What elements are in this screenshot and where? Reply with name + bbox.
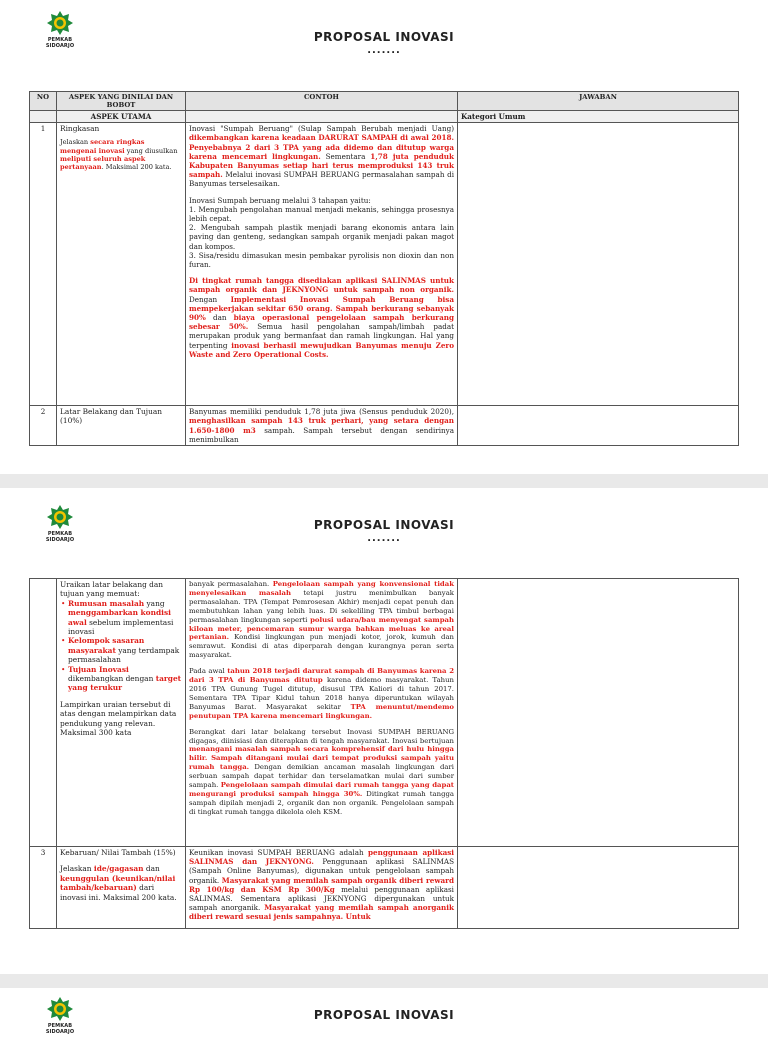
row-number: 3 bbox=[30, 847, 57, 929]
aspek-intro: Uraikan latar belakang dan tujuan yang memuat: bbox=[60, 580, 164, 599]
logo-text: PEMKAB SIDOARJO bbox=[45, 37, 75, 49]
contoh-cell: Banyumas memiliki penduduk 1,78 juta jiwa (Sensus penduduk 2020), menghasilkan sampah 143 truk perhari, yang setara dengan 1.650-1800 m3 sampah. Sampah tersebut dengan sendirinya menimbulkan bbox=[186, 406, 458, 446]
criteria-list bbox=[60, 599, 182, 693]
col-header-contoh: CONTOH bbox=[186, 92, 458, 111]
logo-text: PEMKAB SIDOARJO bbox=[45, 1023, 75, 1035]
contoh-cell: Keunikan inovasi SUMPAH BERUANG adalah penggunaan aplikasi SALINMAS dan JEKNYONG. Penggunaan aplikasi SALINMAS (Sampah Online Banyumas), digunakan untuk pengelolaan sampah organik. Masyarakat yang memilah sampah organik diberi reward Rp 100/kg dan KSM Rp 300/Kg melalui penggunaan aplikasi SALINMAS. Sementara aplikasi JEKNYONG dipergunakan untuk sampah anorganik. Masyarakat yang memilah sampah anorganik diberi reward sesuai jenis sampahnya. Untuk bbox=[186, 847, 458, 929]
jawaban-cell[interactable] bbox=[458, 406, 739, 446]
page-separator bbox=[0, 974, 768, 988]
aspek-cell bbox=[57, 579, 186, 847]
aspek-title: Ringkasan bbox=[60, 124, 100, 134]
page-title: PROPOSAL INOVASI bbox=[313, 30, 455, 44]
table-row bbox=[30, 123, 739, 406]
col-header-aspek: ASPEK YANG DINILAI DAN BOBOT bbox=[57, 92, 186, 111]
table-row bbox=[30, 847, 739, 929]
logo-text: PEMKAB SIDOARJO bbox=[45, 531, 75, 543]
aspek-title: Latar Belakang dan Tujuan (10%) bbox=[57, 406, 186, 446]
page-title: PROPOSAL INOVASI bbox=[313, 518, 455, 532]
page-title-dots: ....... bbox=[367, 533, 401, 544]
row-number: 1 bbox=[30, 123, 57, 406]
list-item: • Rumusan masalah yang menggambarkan kondisi awal sebelum implementasi inovasi bbox=[68, 599, 182, 637]
table-row bbox=[30, 579, 739, 847]
row-number: 2 bbox=[30, 406, 57, 446]
jawaban-cell[interactable] bbox=[458, 579, 739, 847]
page-title-dots: ....... bbox=[367, 45, 401, 56]
aspek-description: Jelaskan secara ringkas mengenai inovasi yang diusulkan meliputi seluruh aspek pertanyaan. Maksimal 200 kata. bbox=[60, 138, 178, 172]
table-row bbox=[30, 406, 739, 446]
proposal-table-page2 bbox=[29, 578, 739, 929]
aspek-utama-label: ASPEK UTAMA bbox=[57, 111, 186, 123]
aspek-outro: Lampirkan uraian tersebut di atas dengan melampirkan data pendukung yang relevan. Maksimal 300 kata bbox=[60, 699, 177, 738]
contoh-cell: banyak permasalahan. Pengelolaan sampah yang konvensional tidak menyelesaikan masalah tetapi justru menimbulkan banyak permasalahan. TPA (Tempat Pemrosesan Akhir) menjadi cepat penuh dan membutuhkan lahan yang lebih luas. Di sekeliling TPA timbul berbagai permasalahan lingkungan seperti polusi udara/bau menyengat sampah kiloan meter, pencemaran sumur warga bahkan meluas ke areal pertanian. Kondisi lingkungan pun menjadi kotor, jorok, kumuh dan semrawut. Kondisi di atas diperparah dengan kurangnya peran serta masyarakat. Pada awal tahun 2018 terjadi darurat sampah di Banyumas karena 2 dari 3 TPA di Banyumas ditutup karena didemo masyarakat. Tahun 2016 TPA Gunung Tugel ditutup, disusul TPA Kaliori di tahun 2017. Sementara TPA Tipar Kidul tahun 2018 hanya diperuntukan wilayah Banyumas Barat. Masyarakat sekitar TPA menuntut/mendemo penutupan TPA karena mencemari lingkungan. Berangkat dari latar belakang tersebut Inovasi SUMPAH BERUANG digagas, diinisiasi dan diterapkan di tengah masyarakat. Inovasi bertujuan menangani masalah sampah secara komprehensif dari hulu hingga hilir. Sampah ditangani mulai dari tempat produksi sampah yaitu rumah tangga. Dengan demikian ancaman masalah lingkungan dari serbuan sampah dapat terhidar dan terselamatkan mulai dari sumber sampah. Pengelolaan sampah dimulai dari rumah tangga yang dapat mengurangi produksi sampah hingga 30%. Ditingkat rumah tangga sampah dipilah menjadi 2, organik dan non organik. Pengelolaan sampah di tingkat rumah tangga dikelola oleh KSM. bbox=[186, 579, 458, 847]
page-separator bbox=[0, 474, 768, 488]
page-title: PROPOSAL INOVASI bbox=[313, 1008, 455, 1022]
kategori-label: Kategori Umum bbox=[458, 111, 739, 123]
aspek-description: Jelaskan ide/gagasan dan keunggulan (keunikan/nilai tambah/kebaruan) dari inovasi ini. Maksimal 200 kata. bbox=[60, 864, 177, 902]
list-item: • Kelompok sasaran masyarakat yang terdampak permasalahan bbox=[68, 636, 182, 664]
aspek-cell bbox=[57, 847, 186, 929]
col-header-no: NO bbox=[30, 92, 57, 111]
aspek-title: Kebaruan/ Nilai Tambah (15%) bbox=[60, 848, 176, 857]
list-item: • Tujuan Inovasi dikembangkan dengan target yang terukur bbox=[68, 665, 182, 693]
col-header-jawaban: JAWABAN bbox=[458, 92, 739, 111]
contoh-cell: Inovasi "Sumpah Beruang" (Sulap Sampah Berubah menjadi Uang) dikembangkan karena keadaan DARURAT SAMPAH di awal 2018. Penyebabnya 2 dari 3 TPA yang ada didemo dan ditutup warga karena mencemari lingkungan. Sementara 1,78 juta penduduk Kabupaten Banyumas setiap hari terus memproduksi 143 truk sampah. Melalui inovasi SUMPAH BERUANG permasalahan sampah di Banyumas terselesaikan. Inovasi Sumpah beruang melalui 3 tahapan yaitu: 1. Mengubah pengolahan manual menjadi mekanis, sehingga prosesnya lebih cepat. 2. Mengubah sampah plastik menjadi barang ekonomis antara lain paving dan genteng, sedangkan sampah organik menjadi pakan magot dan kompos. 3. Sisa/residu dimasukan mesin pembakar pyrolisis non dioxin dan non furan. Di tingkat rumah tangga disediakan aplikasi SALINMAS untuk sampah organik dan JEKNYONG untuk sampah non organik. Dengan Implementasi Inovasi Sumpah Beruang bisa mempekerjakan sekitar 650 orang. Sampah berkurang sebanyak 90% dan biaya operasional pengelolaan sampah berkurang sebesar 50%. Semua hasil pengolahan sampah/limbah padat merupakan produk yang bermanfaat dan ramah lingkungan. Hal yang terpenting inovasi berhasil mewujudkan Banyumas menuju Zero Waste and Zero Operational Costs. bbox=[186, 123, 458, 406]
aspek-cell bbox=[57, 123, 186, 406]
jawaban-cell[interactable] bbox=[458, 847, 739, 929]
proposal-table-page1 bbox=[29, 91, 739, 446]
jawaban-cell[interactable] bbox=[458, 123, 739, 406]
